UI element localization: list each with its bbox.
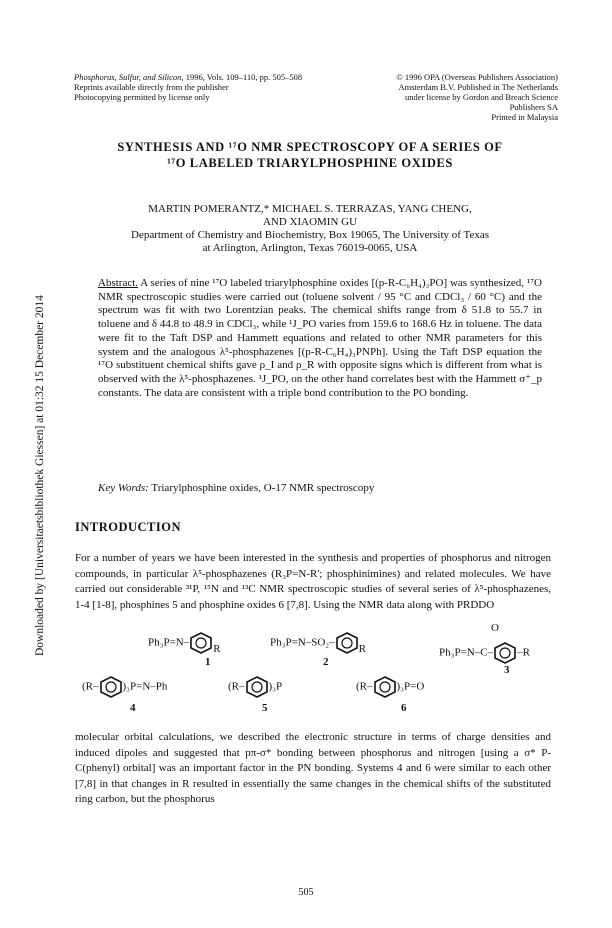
structure-2-number: 2	[323, 656, 329, 668]
download-watermark: Downloaded by [Universitaetsbibliothek Giessen] at 01:32 15 December 2014	[34, 295, 46, 656]
header-right-line: Printed in Malaysia	[491, 112, 558, 122]
header-left-line: Photocopying permitted by license only	[74, 92, 210, 102]
abstract	[98, 277, 542, 400]
journal-header-left	[74, 72, 302, 102]
structure-4	[82, 676, 167, 698]
keywords-text: Triarylphosphine oxides, O-17 NMR spectroscopy	[148, 482, 375, 494]
structure-4-prefix: (R–	[82, 680, 99, 693]
journal-citation: 1996, Vols. 109–110, pp. 505–508	[183, 72, 303, 82]
structure-6-suffix: )₃P=O	[396, 680, 425, 693]
structure-3-formula: Ph₃P=N–C–	[439, 646, 494, 659]
structure-3-carbonyl-oxygen: O	[491, 622, 499, 634]
structure-6	[356, 676, 424, 698]
benzene-ring-icon	[335, 632, 359, 654]
intro-paragraph-2: molecular orbital calculations, we described the electronic structure in terms of charge densities and induced dipoles and suggested that pπ-σ* bonding between phosphorus and nitrogen [using a σ* P-C(phenyl) orbital] was an important factor in the PN bonding. Systems 4 and 6 were similar to each other [7,8] in that changes in R resulted in essentially the same changes in the chemical shifts of the substituted ring carbon, but the phosphorus	[75, 731, 551, 805]
intro-paragraph-1: For a number of years we have been interested in the synthesis and properties of phosphorus and nitrogen compounds, in particular λ⁵-phosphazenes (R₃P=N-R'; phosphinimines) and related molecules. We have carried out considerable ³¹P, ¹⁵N and ¹³C NMR spectroscopic studies of several series of λ⁵-phosphazenes, 1-4 [1-8], phosphines 5 and phosphine oxides 6 [7,8]. Using the NMR data along with PRDDO	[75, 552, 551, 611]
benzene-ring-icon	[245, 676, 269, 698]
structure-3-substituent: –R	[517, 646, 530, 659]
structure-2-formula: Ph₃P=N–SO₂–	[270, 636, 335, 649]
structure-4-number: 4	[130, 702, 136, 714]
structure-1-substituent: R	[213, 642, 221, 655]
structure-6-number: 6	[401, 702, 407, 714]
abstract-text: A series of nine ¹⁷O labeled triarylphosphine oxides [(p-R-C₆H₄)₃PO] was synthesized, ¹⁷O NMR spectroscopic studies were carried out (toluene solvent / 95 °C and CDCl₃ / 60 °C) and the spectrum was fit with two Lorentzian peaks. The chemical shifts range from δ 51.8 to 55.7 in toluene and δ 44.8 to 48.9 in CDCl₃, while ¹J_PO varies from 159.6 to 168.6 Hz in toluene. The data were fit to the Taft DSP and Hammett equations and related to other NMR parameters for this system and the analogous λ⁵-phosphazenes [(p-R-C₆H₄)₃PNPh]. Using the Taft DSP equation the ¹⁷O substituent chemical shifts gave ρ_I and ρ_R with opposite signs which is different from what is observed with the λ⁵-phosphazenes. ¹J_PO, on the other hand correlates best with the Hammett σ⁺_p constants. The data are consistent with a triple bond contribution to the PO bonding.	[98, 277, 542, 399]
structure-2	[270, 632, 366, 654]
structure-3-number: 3	[504, 664, 510, 676]
structure-2-substituent: R	[358, 642, 366, 655]
structure-1-number: 1	[205, 656, 211, 668]
structure-4-suffix: )₃P=N–Ph	[122, 680, 168, 693]
structure-1-formula: Ph₃P=N–	[148, 636, 190, 649]
keywords-label: Key Words:	[98, 482, 149, 494]
paper-title	[60, 139, 560, 171]
affiliation-line: at Arlington, Arlington, Texas 76019-0065, USA	[202, 242, 418, 254]
structure-5-prefix: (R–	[228, 680, 245, 693]
section-heading: INTRODUCTION	[75, 520, 182, 534]
abstract-label: Abstract.	[98, 277, 139, 289]
structure-5-number: 5	[262, 702, 268, 714]
structure-5	[228, 676, 282, 698]
header-right-line: Amsterdam B.V. Published in The Netherlands	[398, 82, 558, 92]
title-line: ¹⁷O LABELED TRIARYLPHOSPHINE OXIDES	[167, 156, 453, 170]
structure-6-prefix: (R–	[356, 680, 373, 693]
author-line: AND XIAOMIN GU	[262, 216, 358, 228]
title-line: SYNTHESIS AND ¹⁷O NMR SPECTROSCOPY OF A SERIES OF	[117, 140, 503, 154]
benzene-ring-icon	[373, 676, 397, 698]
header-right-line: © 1996 OPA (Overseas Publishers Association)	[396, 72, 558, 82]
structure-1	[148, 632, 221, 654]
benzene-ring-icon	[493, 642, 517, 664]
author-line: MARTIN POMERANTZ,* MICHAEL S. TERRAZAS, YANG CHENG,	[148, 203, 472, 215]
header-right-line: under license by Gordon and Breach Science	[405, 92, 558, 102]
header-left-line: Reprints available directly from the publisher	[74, 82, 229, 92]
structure-5-suffix: )₃P	[268, 680, 283, 693]
benzene-ring-icon	[189, 632, 213, 654]
journal-name: Phosphorus, Sulfur, and Silicon,	[74, 72, 184, 82]
author-block	[60, 203, 560, 255]
journal-header-right	[396, 72, 558, 122]
page-number: 505	[298, 887, 314, 898]
affiliation-line: Department of Chemistry and Biochemistry, Box 19065, The University of Texas	[131, 229, 489, 241]
structure-3	[439, 642, 530, 664]
benzene-ring-icon	[99, 676, 123, 698]
header-right-line: Publishers SA	[509, 102, 558, 112]
keywords	[98, 482, 374, 494]
